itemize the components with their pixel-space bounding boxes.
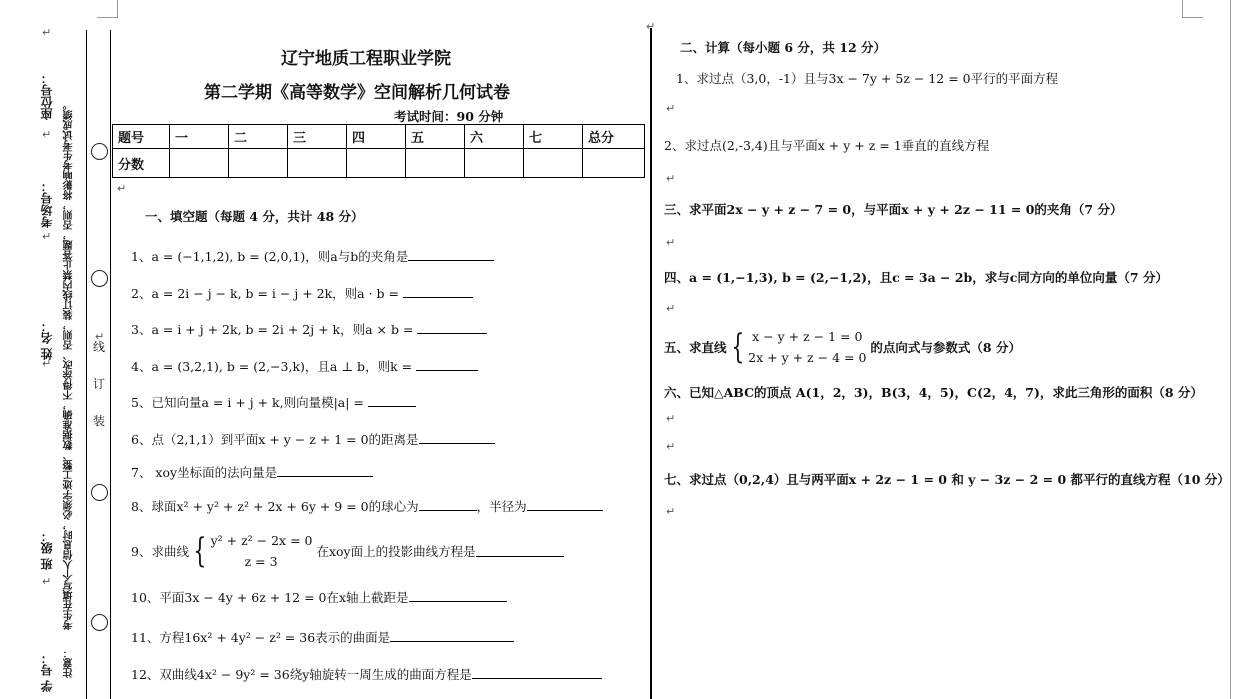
question-7 — [131, 463, 373, 481]
score-table — [112, 124, 645, 178]
question-seven: 七、求过点（0,2,4）且与两平面x + 2z − 1 = 0 和 y − 3z − 2 = 0 都平行的直线方程（10 分） — [664, 472, 1230, 487]
exam-title: 第二学期《高等数学》空间解析几何试卷 — [204, 83, 510, 103]
class-label: 班 级： — [40, 530, 54, 571]
binding-line-char-ding: 订 — [93, 377, 106, 391]
binding-hole-4 — [91, 614, 108, 631]
question-six: 六、已知△ABC的顶点 A(1，2，3)，B(3，4，5)，C(2，4，7)，求此三角形的面积（8 分） — [664, 385, 1203, 400]
answer-blank-5[interactable] — [368, 395, 416, 407]
score-cell[interactable] — [583, 149, 645, 178]
score-cell-header: 五 — [406, 125, 465, 149]
question-9-suffix: 在xoy面上的投影曲线方程是 — [316, 544, 476, 559]
score-cell-header: 四 — [347, 125, 406, 149]
binding-mark-2: ↵ — [42, 128, 52, 141]
section-fill-in-title: 一、填空题（每题 4 分，共计 48 分） — [145, 209, 364, 224]
paragraph-mark: ↵ — [666, 236, 676, 249]
column-divider — [650, 28, 652, 699]
question-4 — [131, 357, 478, 375]
score-cell[interactable] — [170, 149, 229, 178]
question-five-suffix: 的点向式与参数式（8 分） — [870, 340, 1021, 355]
question-11-text: 11、方程16x² + 4y² − z² = 36表示的曲面是 — [131, 630, 391, 645]
score-cell-header: 题号 — [113, 125, 170, 149]
question-9-system — [211, 530, 313, 572]
question-three: 三、求平面2x − y + z − 7 = 0，与平面x + y + 2z − 11 = 0的夹角（7 分） — [664, 202, 1123, 217]
binding-mark-6: ↵ — [95, 330, 105, 343]
binding-mark-5: ↵ — [42, 575, 52, 588]
binding-mark-1: ↵ — [42, 26, 52, 39]
score-cell[interactable] — [347, 149, 406, 178]
question-four: 四、a = (1,−1,3), b = (2,−1,2)，且c = 3a − 2b，求与c同方向的单位向量（7 分） — [664, 270, 1168, 285]
calc-question-2: 2、求过点(2,-3,4)且与平面x + y + z = 1垂直的直线方程 — [664, 138, 990, 153]
binding-line-char-zhuang: 装 — [93, 414, 106, 428]
binding-notice-prefix: 注意： — [64, 648, 75, 678]
answer-blank-2[interactable] — [403, 286, 473, 298]
exam-room-label: 考场号： — [40, 180, 54, 228]
binding-line-left — [86, 30, 87, 699]
crop-mark-top-left — [97, 0, 118, 18]
score-table-header-row — [113, 125, 645, 149]
question-1-text: 1、a = (−1,1,2), b = (2,0,1)，则a与b的夹角是 — [131, 249, 409, 264]
score-cell-header: 六 — [465, 125, 524, 149]
binding-line-char-xian: 线 — [93, 340, 106, 354]
student-number-label: 学 号： — [40, 652, 54, 693]
question-12-text: 12、双曲线4x² − 9y² = 36绕y轴旋转一周生成的曲面方程是 — [131, 667, 472, 682]
answer-blank-3[interactable] — [417, 322, 487, 334]
binding-mark-3: ↵ — [42, 230, 52, 243]
calc-question-1: 1、求过点（3,0，-1）且与3x − 7y + 5z − 12 = 0平行的平面方程 — [676, 71, 1059, 86]
answer-blank-7[interactable] — [277, 465, 373, 477]
question-9-eq2: z = 3 — [244, 554, 278, 569]
score-cell[interactable] — [406, 149, 465, 178]
answer-blank-6[interactable] — [419, 432, 495, 444]
brace-symbol: { — [730, 327, 744, 367]
question-7-text: 7、 xoy坐标面的法向量是 — [131, 465, 278, 480]
score-row-label: 分数 — [113, 149, 170, 178]
binding-mark-4: ↵ — [42, 357, 52, 370]
question-6 — [131, 430, 495, 448]
binding-hole-1 — [91, 143, 108, 160]
score-cell-header: 二 — [229, 125, 288, 149]
binding-notice: 考生在填写个人信息时，必须字迹工整、数据准确，不得涂改、否则，装订线内禁止答题，否则，将影响考生考试成绩。 — [64, 100, 75, 630]
question-4-text: 4、a = (3,2,1), b = (2,−3,k)，且a ⊥ b，则k = — [131, 359, 413, 374]
question-9-eq1: y² + z² − 2x = 0 — [210, 533, 313, 548]
answer-blank-12[interactable] — [472, 667, 602, 679]
binding-line-right — [110, 30, 111, 699]
question-11 — [131, 628, 514, 646]
question-9 — [131, 530, 564, 572]
score-cell[interactable] — [229, 149, 288, 178]
question-5 — [131, 393, 416, 411]
question-12 — [131, 665, 602, 683]
paragraph-mark: ↵ — [666, 505, 676, 518]
question-2-text: 2、a = 2i − j − k, b = i − j + 2k，则a · b = — [131, 286, 399, 301]
score-cell-header: 总分 — [583, 125, 645, 149]
school-name: 辽宁地质工程职业学院 — [281, 49, 451, 69]
paragraph-mark: ↵ — [666, 412, 676, 425]
score-cell[interactable] — [524, 149, 583, 178]
paragraph-mark: ↵ — [117, 182, 127, 195]
question-five-eq1: x − y + z − 1 = 0 — [752, 329, 863, 344]
score-cell[interactable] — [288, 149, 347, 178]
score-table-score-row — [113, 149, 645, 178]
answer-blank-1[interactable] — [408, 249, 494, 261]
brace-symbol: { — [193, 531, 207, 571]
question-9-prefix: 9、求曲线 — [131, 544, 189, 559]
question-3 — [131, 320, 487, 338]
answer-blank-9[interactable] — [476, 545, 564, 557]
question-8-mid: ，半径为 — [476, 499, 527, 514]
page-right-edge — [1230, 0, 1231, 699]
score-cell-header: 三 — [288, 125, 347, 149]
answer-blank-4[interactable] — [416, 359, 478, 371]
paragraph-mark: ↵ — [666, 440, 676, 453]
answer-blank-11[interactable] — [390, 630, 514, 642]
answer-blank-8b[interactable] — [527, 499, 603, 511]
binding-hole-2 — [91, 270, 108, 287]
question-10-text: 10、平面3x − 4y + 6z + 12 = 0在x轴上截距是 — [131, 590, 409, 605]
crop-mark-top-right — [1182, 0, 1203, 18]
question-1 — [131, 247, 494, 265]
question-3-text: 3、a = i + j + 2k, b = 2i + 2j + k，则a × b = — [131, 322, 414, 337]
question-2 — [131, 284, 473, 302]
name-label: 姓 名： — [40, 320, 54, 361]
paragraph-mark: ↵ — [666, 102, 676, 115]
question-8 — [131, 497, 603, 515]
section-calculation-title: 二、计算（每小题 6 分，共 12 分） — [680, 40, 887, 55]
paragraph-mark: ↵ — [666, 172, 676, 185]
question-5-text: 5、已知向量a = i + j + k,则向量模|a| = — [131, 395, 364, 410]
answer-blank-8a[interactable] — [419, 499, 477, 511]
paragraph-mark: ↵ — [666, 302, 676, 315]
question-five — [664, 326, 1021, 368]
score-cell-header: 一 — [170, 125, 229, 149]
question-6-text: 6、点（2,1,1）到平面x + y − z + 1 = 0的距离是 — [131, 432, 419, 447]
score-cell[interactable] — [465, 149, 524, 178]
seat-number-label: 座位号： — [40, 72, 54, 120]
binding-hole-3 — [91, 484, 108, 501]
question-five-prefix: 五、求直线 — [664, 340, 727, 355]
question-8-text: 8、球面x² + y² + z² + 2x + 6y + 9 = 0的球心为 — [131, 499, 419, 514]
exam-time: 考试时间：90 分钟 — [394, 109, 504, 124]
column-mark: ↵ — [646, 20, 656, 33]
answer-blank-10[interactable] — [409, 590, 507, 602]
question-five-system — [748, 326, 866, 368]
score-cell-header: 七 — [524, 125, 583, 149]
question-10 — [131, 588, 507, 606]
question-five-eq2: 2x + y + z − 4 = 0 — [748, 350, 867, 365]
